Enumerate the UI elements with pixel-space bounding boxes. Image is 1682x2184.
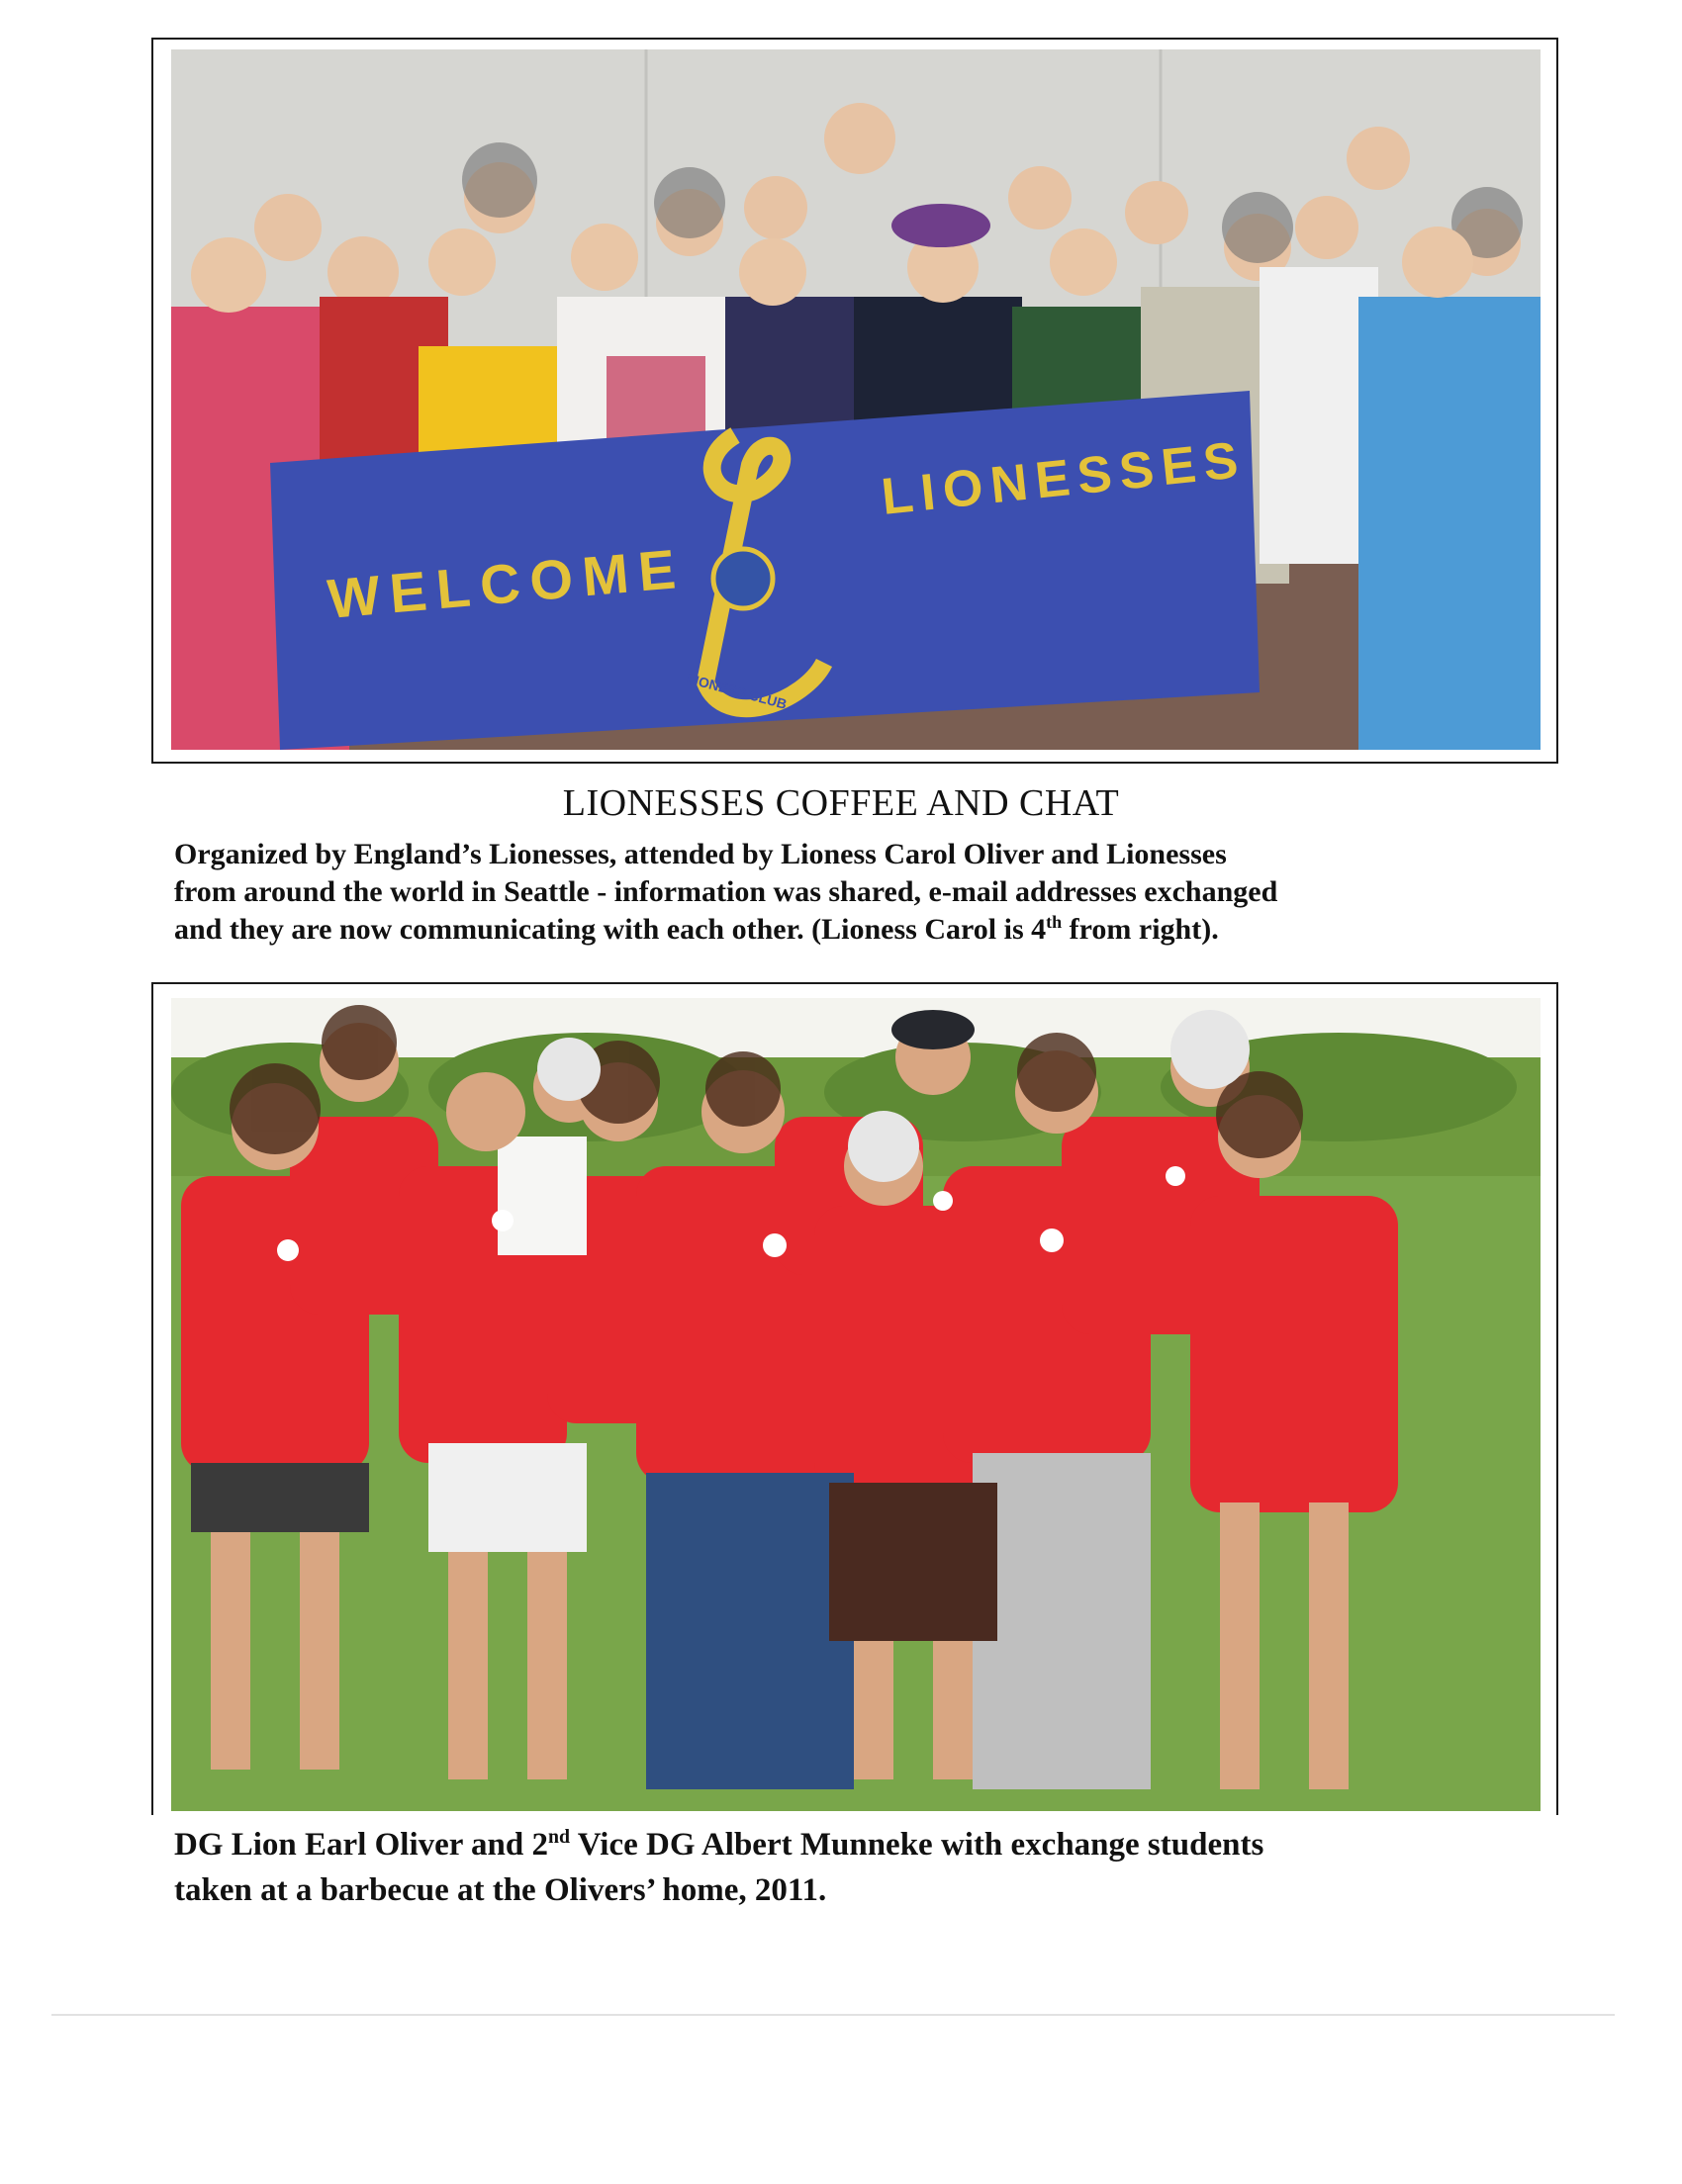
- caption-line: from around the world in Seattle - information was shared, e-mail addresses exchanged: [174, 875, 1278, 908]
- exchange-students-photo: [151, 982, 1558, 1815]
- svg-text:LIONESS CLUB: LIONESS CLUB: [685, 670, 790, 712]
- lionesses-photo-image: [171, 49, 1541, 750]
- svg-text:LIONESSES: LIONESSES: [879, 430, 1249, 526]
- svg-text:WELCOME: WELCOME: [325, 536, 689, 630]
- caption-line: taken at a barbecue at the Olivers’ home, 2011.: [174, 1872, 827, 1908]
- caption-body: [174, 836, 1559, 949]
- caption-title: LIONESSES COFFEE AND CHAT: [562, 782, 1120, 824]
- caption-line: Organized by England’s Lionesses, attended by Lioness Carol Oliver and Lionesses: [174, 838, 1227, 870]
- caption-2: [174, 1822, 1559, 1913]
- page-divider: [51, 2014, 1615, 2016]
- lionesses-group-photo: [151, 38, 1558, 764]
- exchange-students-photo-image: [171, 998, 1541, 1811]
- caption-line: and they are now communicating with each other. (Lioness Carol is 4th from right).: [174, 912, 1219, 946]
- caption-line: DG Lion Earl Oliver and 2nd Vice DG Albert Munneke with exchange students: [174, 1826, 1264, 1863]
